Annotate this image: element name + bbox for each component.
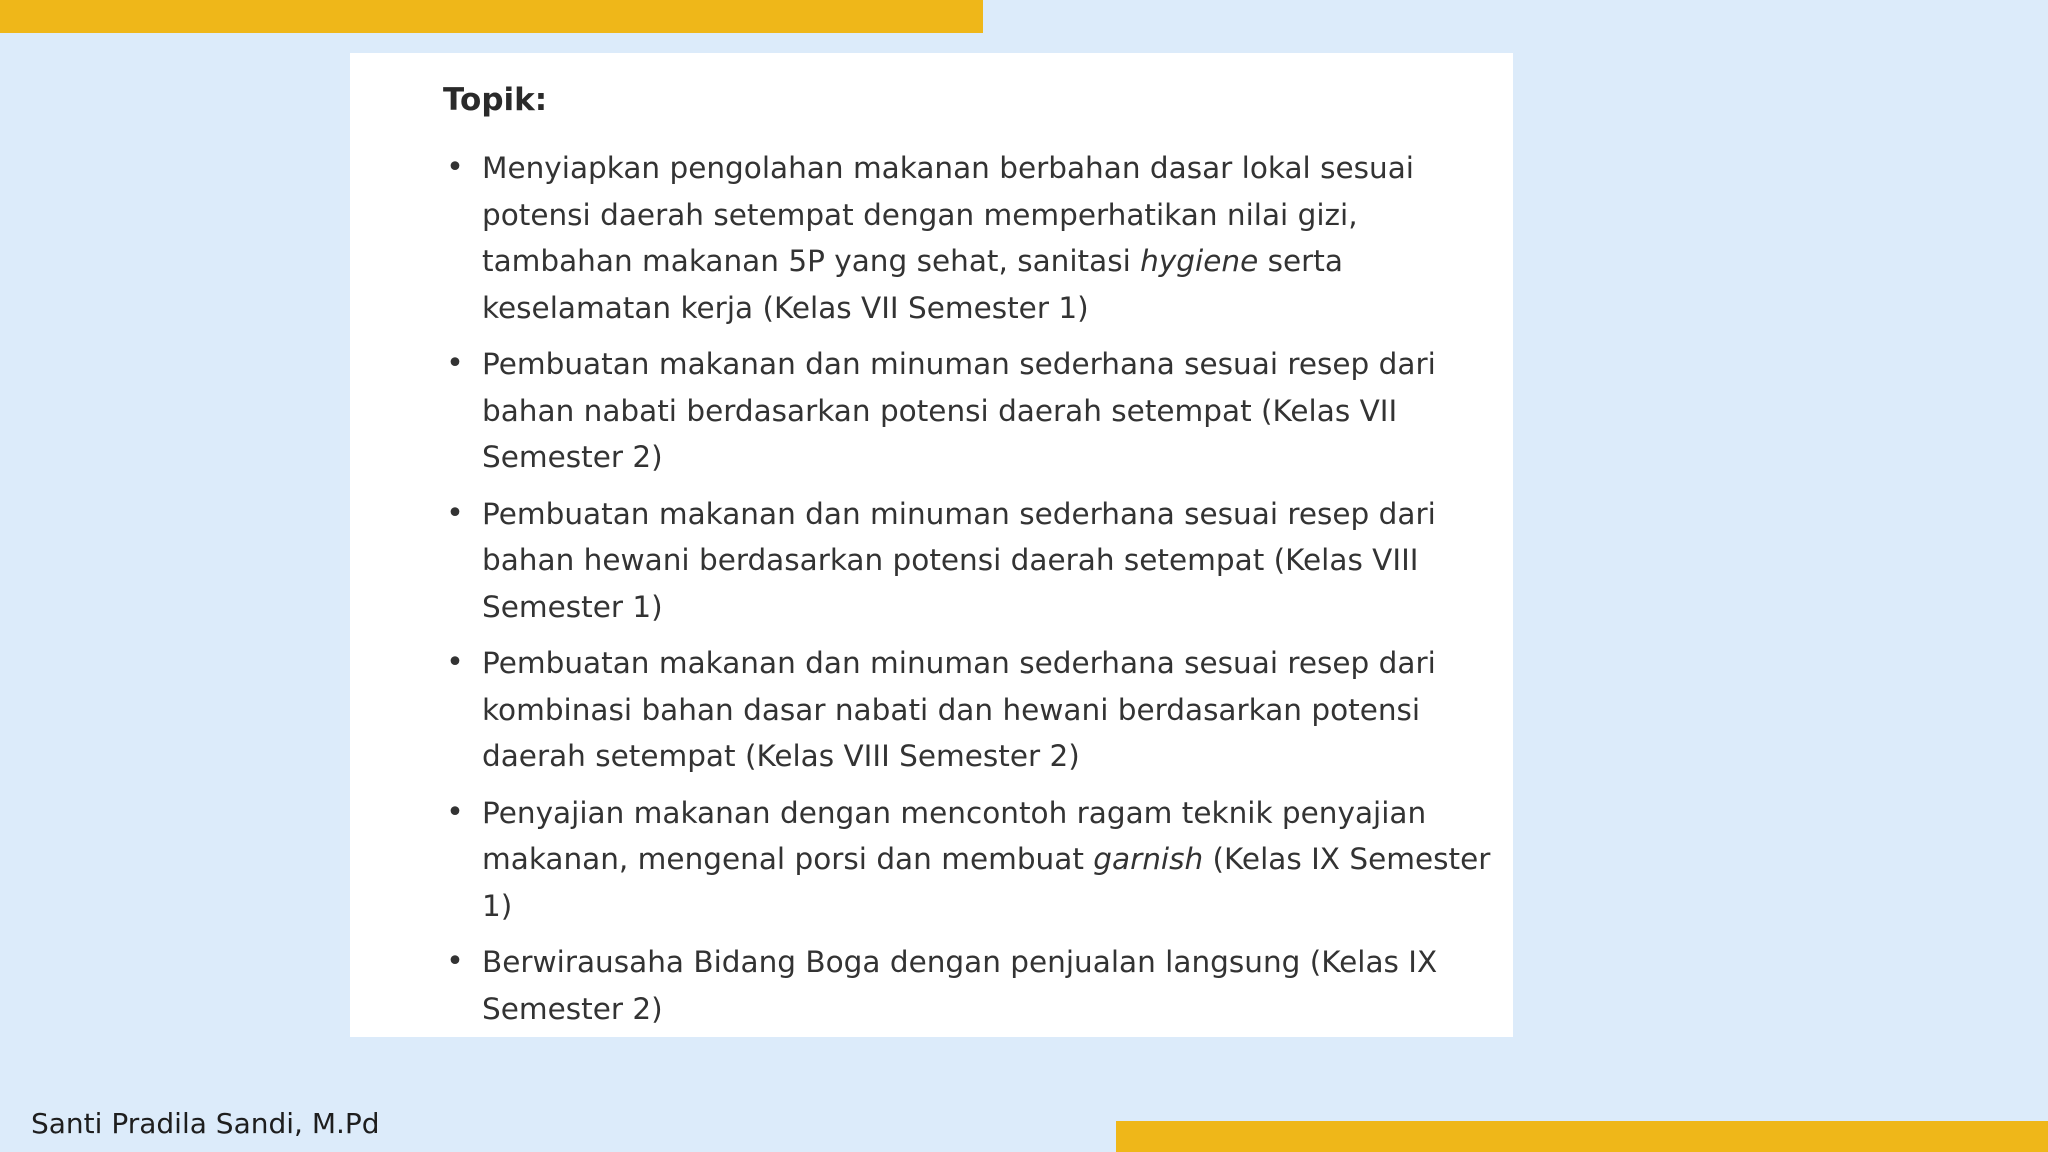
topic-item: • Menyiapkan pengolahan makanan berbahan dasar lokal sesuai potensi daerah setempat dengan memperhatikan nilai gizi, tambahan makanan 5P yang sehat, sanitasi hygiene serta keselamatan kerja (Kelas VII Semester 1) [443,145,1493,331]
bullet-icon: • [446,495,464,531]
topic-item: • Pembuatan makanan dan minuman sederhana sesuai resep dari bahan hewani berdasarkan potensi daerah setempat (Kelas VIII Semester 1) [443,491,1493,631]
bullet-icon: • [446,944,464,979]
topic-item: • Pembuatan makanan dan minuman sederhana sesuai resep dari kombinasi bahan dasar nabati dan hewani berdasarkan potensi daerah setempat (Kelas VIII Semester 2) [443,640,1493,780]
bullet-icon: • [446,346,464,381]
topic-item: • Berwirausaha Bidang Boga dengan penjualan langsung (Kelas IX Semester 2) [443,939,1493,1032]
topic-item: • Pembuatan makanan dan minuman sederhana sesuai resep dari bahan nabati berdasarkan potensi daerah setempat (Kelas VII Semester 2) [443,341,1493,481]
topic-item: • Penyajian makanan dengan mencontoh ragam teknik penyajian makanan, mengenal porsi dan membuat garnish (Kelas IX Semester 1) [443,790,1493,930]
author-credit: Santi Pradila Sandi, M.Pd [31,1107,380,1140]
bullet-icon: • [446,645,464,680]
topic-list [443,145,1493,1042]
topic-heading: Topik: [443,82,548,118]
bullet-icon: • [446,794,464,830]
topic-card [350,53,1513,1037]
bullet-icon: • [446,150,464,185]
bottom-accent-bar [1116,1121,2048,1152]
top-accent-bar [0,0,983,33]
